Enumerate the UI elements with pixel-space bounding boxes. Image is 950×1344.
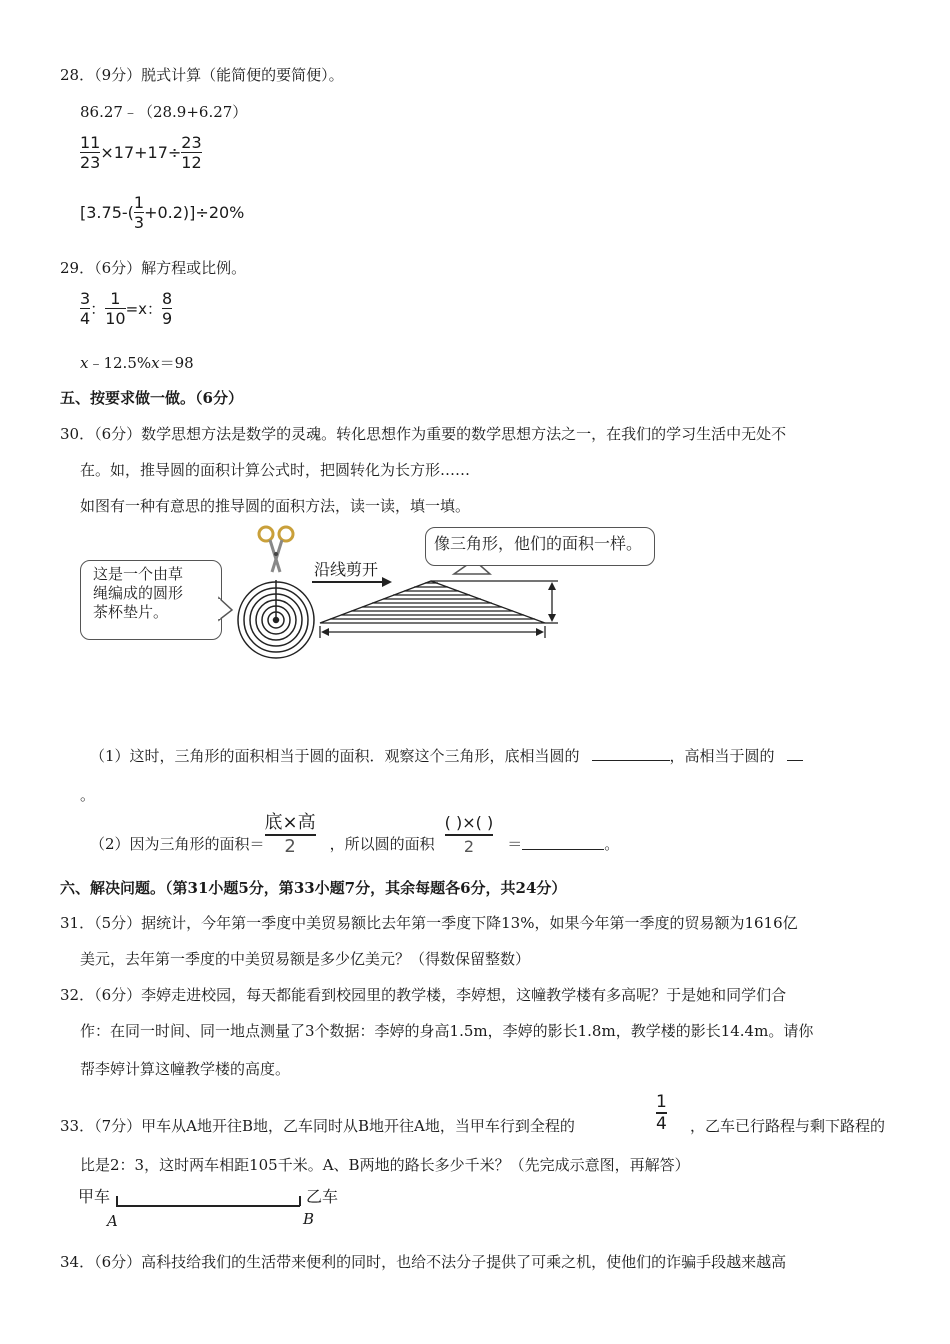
fraction: $\frac{\text{底×高}}{2}$ bbox=[264, 812, 316, 857]
q30-line-2: 在。如，推导圆的面积计算公式时，把圆转化为长方形…… bbox=[80, 461, 471, 479]
speech-bubble-left: 这是一个由草 绳编成的圆形 茶杯垫片。 bbox=[80, 560, 222, 640]
striped-triangle bbox=[320, 581, 545, 623]
route-line[interactable] bbox=[116, 1205, 300, 1207]
q30-line-1: 30．（6分）数学思想方法是数学的灵魂。转化思想作为重要的数学思想方法之一，在我们的学习生活中无处不 bbox=[60, 425, 787, 443]
section-5-heading: 五、按要求做一做。（6分） bbox=[60, 389, 243, 407]
car-b-label: 乙车 bbox=[306, 1187, 339, 1206]
q29-proportion: $\frac{3}{4}$ ： $\frac{1}{10}$ =x： $\frac{8}{9}$ bbox=[80, 289, 173, 328]
q29-stem: 29．（6分）解方程或比例。 bbox=[60, 259, 247, 277]
cut-label: 沿线剪开 bbox=[314, 560, 379, 579]
answer-blank[interactable] bbox=[592, 746, 670, 761]
q29-equation: x﹣12.5%x＝98 bbox=[80, 354, 194, 372]
q30-line-3: 如图有一种有意思的推导圆的面积方法，读一读，填一填。 bbox=[80, 497, 471, 515]
q30-part-2: （2）因为三角形的面积＝ $\frac{\text{底×高}}{2}$ ，所以圆的面积 $\frac{( )\times( )}{2}$ ＝ 。 bbox=[90, 812, 620, 857]
q33-line-1: 33．（7分）甲车从A地开往B地，乙车同时从B地开往A地，当甲车行到全程的 bbox=[60, 1117, 575, 1135]
fraction: $\frac{8}{9}$ bbox=[162, 289, 173, 328]
route-tick-b bbox=[299, 1196, 301, 1206]
car-a-label: 甲车 bbox=[78, 1187, 111, 1206]
q31-line-2: 美元，去年第一季度的中美贸易额是多少亿美元？（得数保留整数） bbox=[80, 950, 531, 968]
point-a-label: A bbox=[107, 1212, 118, 1230]
fraction: $\frac{1}{3}$ bbox=[133, 193, 145, 232]
q28-expression-1: 86.27﹣（28.9+6.27） bbox=[80, 103, 248, 121]
q28-expression-2: $\frac{11}{23}$ ×17+17÷ $\frac{23}{12}$ bbox=[80, 133, 202, 172]
fraction: $\frac{11}{23}$ bbox=[80, 133, 101, 172]
q34-line-1: 34．（6分）高科技给我们的生活带来便利的同时，也给不法分子提供了可乘之机，使他们的诈骗手段越来越高 bbox=[60, 1253, 787, 1271]
fraction: $\frac{23}{12}$ bbox=[181, 133, 202, 172]
q31-line-1: 31．（5分）据统计，今年第一季度中美贸易额比去年第一季度下降13%，如果今年第一季度的贸易额为1616亿 bbox=[60, 914, 798, 932]
q33-line-2: 比是2：3，这时两车相距105千米。A、B两地的路长多少千米？（先完成示意图，再解答） bbox=[80, 1156, 690, 1174]
q32-line-1: 32．（6分）李婷走进校园，每天都能看到校园里的教学楼，李婷想，这幢教学楼有多高呢？于是她和同学们合 bbox=[60, 986, 787, 1004]
point-b-label: B bbox=[303, 1210, 315, 1228]
q28-stem: 28．（9分）脱式计算（能简便的要简便）。 bbox=[60, 66, 344, 84]
q28-expression-3: [3.75-( $\frac{1}{3}$ +0.2)]÷20% bbox=[80, 193, 245, 232]
q33-line-1-end: ，乙车已行路程与剩下路程的 bbox=[690, 1117, 886, 1135]
route-tick-a bbox=[116, 1196, 118, 1206]
answer-blank[interactable] bbox=[522, 835, 604, 850]
section-6-heading: 六、解决问题。（第31小题5分，第33小题7分，其余每题各6分，共24分） bbox=[60, 879, 567, 897]
q30-part-1-end: 。 bbox=[80, 786, 96, 804]
fraction: 1 4 bbox=[656, 1092, 667, 1134]
fraction: $\frac{1}{10}$ bbox=[105, 289, 126, 328]
q32-line-2: 作：在同一时间、同一地点测量了3个数据：李婷的身高1.5m，李婷的影长1.8m，教学楼的影长14.4m。请你 bbox=[80, 1022, 814, 1040]
scissors-icon bbox=[259, 527, 293, 572]
speech-bubble-right: 像三角形，他们的面积一样。 bbox=[425, 527, 655, 566]
fraction: $\frac{3}{4}$ bbox=[80, 289, 91, 328]
fraction: $\frac{( )\times( )}{2}$ bbox=[444, 813, 494, 856]
q32-line-3: 帮李婷计算这幢教学楼的高度。 bbox=[80, 1060, 291, 1078]
answer-blank[interactable] bbox=[787, 746, 803, 761]
bubble-tail bbox=[219, 598, 232, 620]
q30-part-1: （1）这时，三角形的面积相当于圆的面积．观察这个三角形，底相当圆的 ，高相当于圆的 bbox=[90, 745, 803, 766]
